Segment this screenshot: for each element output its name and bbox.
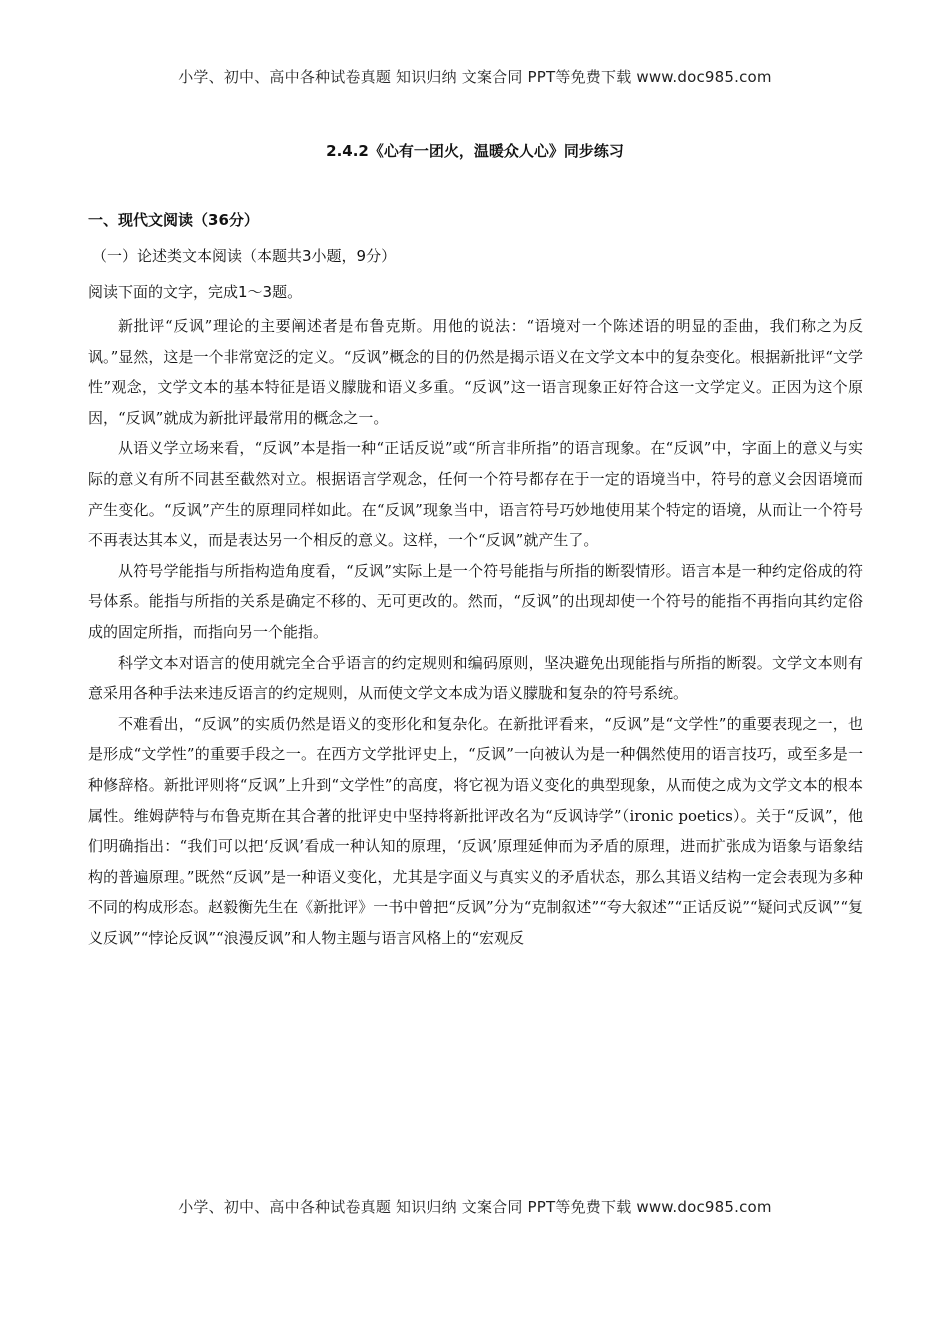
passage-paragraph-5: 不难看出，“反讽”的实质仍然是语义的变形化和复杂化。在新批评看来，“反讽”是“文学性”的重要表现之一，也是形成“文学性”的重要手段之一。在西方文学批评史上，“反讽”一向被认为是一种偶然使用的语言技巧，或至多是一种修辞格。新批评则将“反讽”上升到“文学性”的高度，将它视为语义变化的典型现象，从而使之成为文学文本的根本属性。维姆萨特与布鲁克斯在其合著的批评史中坚持将新批评改名为“反讽诗学”（ironic poetics）。关于“反讽”，他们明确指出：“我们可以把‘反讽’看成一种认知的原理，‘反讽’原理延伸而为矛盾的原理，进而扩张成为语象与语象结构的普遍原理。”既然“反讽”是一种语义变化，尤其是字面义与真实义的矛盾状态，那么其语义结构一定会表现为多种不同的构成形态。赵毅衡先生在《新批评》一书中曾把“反讽”分为“克制叙述”“夸大叙述”“正话反说”“疑问式反讽”“复义反讽”“悖论反讽”“浪漫反讽”和人物主题与语言风格上的“宏观反 bbox=[88, 714, 863, 947]
passage-paragraph-3: 从符号学能指与所指构造角度看，“反讽”实际上是一个符号能指与所指的断裂情形。语言本是一种约定俗成的符号体系。能指与所指的关系是确定不移的、无可更改的。然而，“反讽”的出现却使一个符号的能指不再指向其约定俗成的固定所指，而指向另一个能指。 bbox=[88, 561, 863, 641]
subsection-heading: （一）论述类文本阅读（本题共3小题，9分） bbox=[92, 247, 397, 265]
document-title: 2.4.2《心有一团火，温暖众人心》同步练习 bbox=[326, 142, 624, 160]
page-header: 小学、初中、高中各种试卷真题 知识归纳 文案合同 PPT等免费下载 www.doc985.com bbox=[178, 68, 772, 86]
reading-passage bbox=[88, 311, 863, 953]
passage-paragraph-1: 新批评“反讽”理论的主要阐述者是布鲁克斯。用他的说法：“语境对一个陈述语的明显的歪曲，我们称之为反讽。”显然，这是一个非常宽泛的定义。“反讽”概念的目的仍然是揭示语义在文学文本中的复杂变化。根据新批评“文学性”观念，文学文本的基本特征是语义朦胧和语义多重。“反讽”这一语言现象正好符合这一文学定义。正因为这个原因，“反讽”就成为新批评最常用的概念之一。 bbox=[88, 317, 863, 427]
page-footer: 小学、初中、高中各种试卷真题 知识归纳 文案合同 PPT等免费下载 www.doc985.com bbox=[178, 1198, 772, 1216]
reading-instruction: 阅读下面的文字，完成1～3题。 bbox=[88, 283, 303, 301]
passage-paragraph-4: 科学文本对语言的使用就完全合乎语言的约定规则和编码原则，坚决避免出现能指与所指的断裂。文学文本则有意采用各种手法来违反语言的约定规则，从而使文学文本成为语义朦胧和复杂的符号系统。 bbox=[88, 653, 863, 703]
section-heading: 一、现代文阅读（36分） bbox=[88, 211, 259, 229]
passage-paragraph-2: 从语义学立场来看，“反讽”本是指一种“正话反说”或“所言非所指”的语言现象。在“反讽”中，字面上的意义与实际的意义有所不同甚至截然对立。根据语言学观念，任何一个符号都存在于一定的语境当中，符号的意义会因语境而产生变化。“反讽”产生的原理同样如此。在“反讽”现象当中，语言符号巧妙地使用某个特定的语境，从而让一个符号不再表达其本义，而是表达另一个相反的意义。这样，一个“反讽”就产生了。 bbox=[88, 439, 863, 550]
